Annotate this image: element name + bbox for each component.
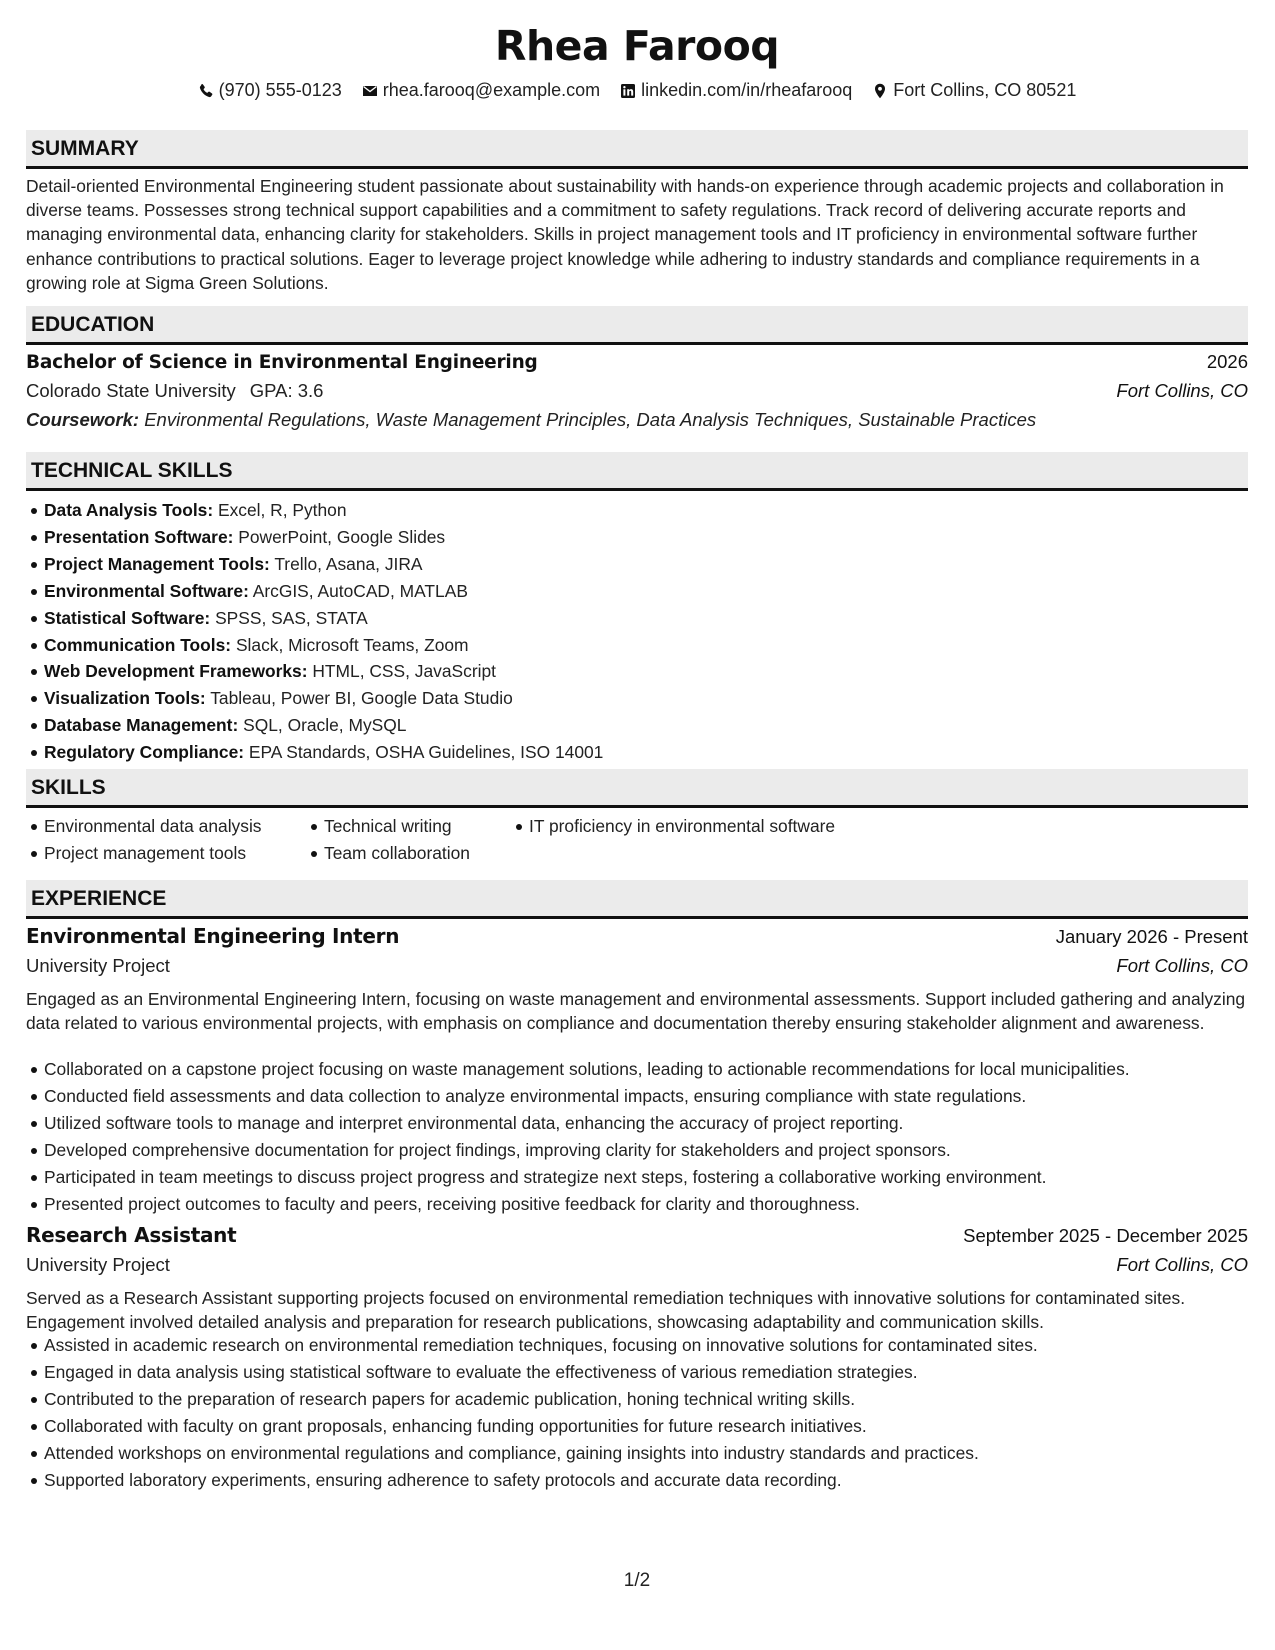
skills-heading-text: SKILLS	[31, 776, 106, 799]
job-location: Fort Collins, CO	[1116, 955, 1248, 976]
phone-icon	[198, 83, 214, 99]
technical-skills-list	[44, 497, 1248, 766]
education-heading-text: EDUCATION	[31, 313, 155, 336]
job-bullet: Collaborated with faculty on grant proposals, enhancing funding opportunities for future research initiatives.	[44, 1413, 1248, 1440]
technical-skill-value: Tableau, Power BI, Google Data Studio	[210, 688, 513, 709]
job-bullet: Supported laboratory experiments, ensuring adherence to safety protocols and accurate data recording.	[44, 1467, 1248, 1494]
technical-skill-label: Data Analysis Tools:	[44, 500, 214, 520]
skills-heading	[26, 769, 1248, 808]
job-bullet: Engaged in data analysis using statistical software to evaluate the effectiveness of various remediation strategies.	[44, 1359, 1248, 1386]
page-number: 1/2	[623, 1570, 651, 1591]
technical-skill-item	[44, 685, 1248, 712]
education-school-row	[26, 380, 1248, 402]
technical-skill-item	[44, 497, 1248, 524]
graduation-year: 2026	[1206, 351, 1248, 372]
experience-heading	[26, 880, 1248, 919]
job-org-row	[26, 955, 1248, 977]
technical-skill-value: ArcGIS, AutoCAD, MATLAB	[252, 580, 468, 601]
contact-bar	[26, 80, 1248, 101]
map-pin-icon	[872, 83, 888, 99]
job-description: Served as a Research Assistant supporting projects focused on environmental remediation techniques with innovative solutions for contaminated sites. Engagement involved detailed analysis and preparation for research publications, showcasing adaptability and communication skills.	[26, 1288, 1186, 1333]
contact-linkedin[interactable]	[620, 80, 852, 101]
coursework-list: Environmental Regulations, Waste Management Principles, Data Analysis Techniques, Sustainable Practices	[144, 409, 1037, 430]
candidate-name: Rhea Farooq	[494, 22, 780, 70]
technical-skill-item	[44, 632, 1248, 659]
technical-skill-label: Regulatory Compliance:	[44, 742, 245, 763]
phone-text: (970) 555-0123	[218, 80, 342, 100]
linkedin-icon	[620, 83, 636, 99]
job-title: Environmental Engineering Intern	[26, 924, 400, 948]
job-bullet: Participated in team meetings to discuss project progress and strategize next steps, fostering a collaborative working environment.	[44, 1164, 1248, 1191]
job-org: University Project	[26, 955, 170, 976]
job-bullet: Developed comprehensive documentation for project findings, improving clarity for stakeholders and project sponsors.	[44, 1137, 1248, 1164]
technical-skill-value: Slack, Microsoft Teams, Zoom	[235, 634, 469, 655]
technical-skill-label: Project Management Tools:	[44, 553, 270, 574]
job-title: Research Assistant	[26, 1223, 237, 1247]
contact-email[interactable]	[362, 80, 600, 101]
skills-grid	[44, 813, 929, 867]
contact-phone[interactable]	[198, 80, 342, 101]
technical-skill-value: EPA Standards, OSHA Guidelines, ISO 14001	[248, 742, 604, 763]
coursework	[26, 409, 1248, 431]
skill-item: Environmental data analysis	[44, 813, 324, 840]
school-location: Fort Collins, CO	[1116, 380, 1248, 401]
location-text: Fort Collins, CO 80521	[893, 80, 1077, 100]
job-dates: September 2025 - December 2025	[963, 1225, 1248, 1246]
contact-location	[872, 80, 1076, 101]
job-header-row	[26, 924, 1248, 948]
technical-skill-item	[44, 605, 1248, 632]
job-org-row	[26, 1254, 1248, 1276]
skill-item: Project management tools	[44, 840, 324, 867]
school-line	[26, 380, 323, 402]
skill-item: Team collaboration	[324, 840, 529, 867]
technical-skill-value: Trello, Asana, JIRA	[274, 553, 423, 574]
technical-skill-value: HTML, CSS, JavaScript	[312, 661, 496, 682]
job-location: Fort Collins, CO	[1116, 1254, 1248, 1275]
school-name: Colorado State University	[26, 380, 236, 401]
education-heading	[26, 306, 1248, 345]
coursework-label: Coursework:	[26, 409, 140, 430]
job-bullets	[44, 1056, 1248, 1217]
technical-skill-label: Presentation Software:	[44, 526, 234, 547]
job-header-row	[26, 1223, 1248, 1247]
education-degree-row	[26, 351, 1248, 373]
summary-text: Detail-oriented Environmental Engineering student passionate about sustainability with hands-on experience through academic projects and collaboration in diverse teams. Possesses strong technical support capabilities and a commitment to safety regulations. Track record of delivering accurate reports and managing environmental data, enhancing clarity for stakeholders. Skills in project management tools and IT proficiency in environmental software further enhance contributions to practical solutions. Eager to leverage project knowledge while adhering to industry standards and compliance requirements in a growing role at Sigma Green Solutions.	[26, 176, 1224, 293]
job-bullet: Assisted in academic research on environmental remediation techniques, focusing on innovative solutions for contaminated sites.	[44, 1332, 1248, 1359]
technical-skill-label: Communication Tools:	[44, 634, 232, 655]
job-bullet: Collaborated on a capstone project focusing on waste management solutions, leading to actionable recommendations for local municipalities.	[44, 1056, 1248, 1083]
job-bullets	[44, 1332, 1248, 1493]
experience-heading-text: EXPERIENCE	[31, 887, 167, 910]
degree-title: Bachelor of Science in Environmental Engineering	[26, 352, 538, 373]
technical-skill-label: Statistical Software:	[44, 607, 211, 628]
technical-skills-heading	[26, 452, 1248, 491]
technical-skill-item	[44, 578, 1248, 605]
job-bullet: Contributed to the preparation of research papers for academic publication, honing technical writing skills.	[44, 1386, 1248, 1413]
technical-skill-value: Excel, R, Python	[217, 500, 347, 520]
technical-skill-value: PowerPoint, Google Slides	[238, 526, 446, 547]
technical-skill-label: Web Development Frameworks:	[44, 661, 308, 682]
job-bullet: Conducted field assessments and data collection to analyze environmental impacts, ensuring compliance with state regulations.	[44, 1083, 1248, 1110]
envelope-icon	[362, 83, 378, 99]
email-text: rhea.farooq@example.com	[382, 80, 601, 100]
gpa: GPA: 3.6	[249, 380, 324, 401]
technical-skill-item	[44, 524, 1248, 551]
technical-skill-item	[44, 551, 1248, 578]
technical-skill-label: Visualization Tools:	[44, 688, 206, 709]
job-org: University Project	[26, 1254, 170, 1275]
summary-heading-text: SUMMARY	[31, 137, 139, 160]
technical-skill-label: Environmental Software:	[44, 580, 249, 601]
summary-heading	[26, 130, 1248, 169]
skill-item: IT proficiency in environmental software	[529, 813, 929, 840]
technical-skill-item	[44, 712, 1248, 739]
technical-skills-heading-text: TECHNICAL SKILLS	[31, 459, 233, 482]
linkedin-text: linkedin.com/in/rheafarooq	[641, 80, 853, 100]
job-bullet: Presented project outcomes to faculty and peers, receiving positive feedback for clarity and thoroughness.	[44, 1191, 1248, 1218]
job-dates: January 2026 - Present	[1055, 926, 1248, 947]
technical-skill-value: SPSS, SAS, STATA	[215, 607, 368, 628]
technical-skill-value: SQL, Oracle, MySQL	[243, 715, 407, 736]
technical-skill-item	[44, 658, 1248, 685]
job-description: Engaged as an Environmental Engineering Intern, focusing on waste management and environmental assessments. Support included gathering and analyzing data related to various environmental projects, with emphasis on compliance and documentation thereby ensuring stakeholder alignment and awareness.	[26, 989, 1246, 1034]
job-bullet: Attended workshops on environmental regulations and compliance, gaining insights into industry standards and practices.	[44, 1440, 1248, 1467]
technical-skill-label: Database Management:	[44, 715, 239, 736]
job-bullet: Utilized software tools to manage and interpret environmental data, enhancing the accuracy of project reporting.	[44, 1110, 1248, 1137]
technical-skill-item	[44, 739, 1248, 766]
skill-item: Technical writing	[324, 813, 529, 840]
